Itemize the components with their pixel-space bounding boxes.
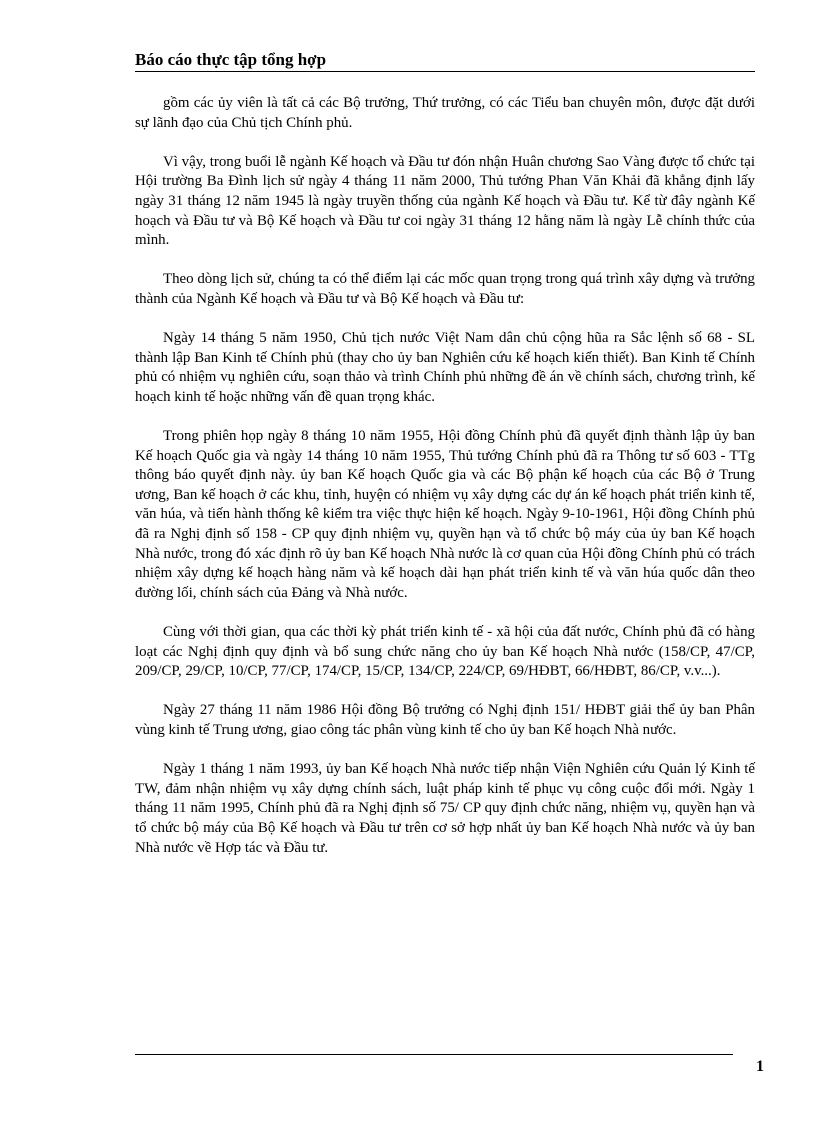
footer-divider <box>135 1054 733 1055</box>
page-number: 1 <box>756 1058 764 1075</box>
paragraph: Theo dòng lịch sử, chúng ta có thể điểm lại các mốc quan trọng trong quá trình xây dựng và trưởng thành của Ngành Kế hoạch và Đầu tư và Bộ Kế hoạch và Đầu tư: <box>135 271 755 307</box>
paragraph: gồm các ủy viên là tất cả các Bộ trưởng, Thứ trưởng, có các Tiểu ban chuyên môn, được đặt dưới sự lãnh đạo của Chủ tịch Chính phủ. <box>135 95 755 131</box>
paragraph: Ngày 1 tháng 1 năm 1993, ủy ban Kế hoạch Nhà nước tiếp nhận Viện Nghiên cứu Quản lý Kinh tế TW, đảm nhận nhiệm vụ xây dựng chính sách, luật pháp kinh tế phục vụ công cuộc đổi mới. Ngày 1 tháng 11 năm 1995, Chính phủ đã ra Nghị định số 75/ CP quy định chức năng, nhiệm vụ, quyền hạn và tổ chức bộ máy của Bộ Kế hoạch và Đầu tư trên cơ sở hợp nhất ủy ban Kế hoạch Nhà nước và ủy ban Nhà nước về Hợp tác và Đầu tư. <box>135 761 755 856</box>
paragraph: Trong phiên họp ngày 8 tháng 10 năm 1955, Hội đồng Chính phủ đã quyết định thành lập ủy ban Kế hoạch Quốc gia và ngày 14 tháng 10 năm 1955, Thủ tướng Chính phủ đã ra Thông tư số 603 - TTg thông báo quyết định này. ủy ban Kế hoạch Quốc gia và các Bộ phận kế hoạch của các Bộ ở Trung ương, Ban kế hoạch ở các khu, tỉnh, huyện có nhiệm vụ xây dựng các dự án kế hoạch phát triển kinh tế, văn húa, và tiến hành thống kê kiểm tra việc thực hiện kế hoạch. Ngày 9-10-1961, Hội đồng Chính phủ đã ra Nghị định số 158 - CP quy định nhiệm vụ, quyền hạn và tổ chức bộ máy của ủy ban Kế hoạch Nhà nước, trong đó xác định rõ ủy ban Kế hoạch Nhà nước là cơ quan của Hội đồng Chính phủ có trách nhiệm xây dựng kế hoạch hàng năm và kế hoạch dài hạn phát triển kinh tế và văn húa quốc dân theo đường lối, chính sách của Đảng và Nhà nước. <box>135 428 755 601</box>
paragraph: Ngày 27 tháng 11 năm 1986 Hội đồng Bộ trưởng có Nghị định 151/ HĐBT giải thể ủy ban Phân vùng kinh tế Trung ương, giao công tác phân vùng kinh tế cho ủy ban Kế hoạch Nhà nước. <box>135 702 755 738</box>
header-title: Báo cáo thực tập tổng hợp <box>135 50 327 69</box>
paragraph: Cùng với thời gian, qua các thời kỳ phát triển kinh tế - xã hội của đất nước, Chính phủ đã có hàng loạt các Nghị định quy định và bổ sung chức năng cho ủy ban Kế hoạch Nhà nước (158/CP, 47/CP, 209/CP, 29/CP, 10/CP, 77/CP, 174/CP, 15/CP, 134/CP, 224/CP, 69/HĐBT, 66/HĐBT, 86/CP, v.v...). <box>135 624 755 680</box>
paragraph: Ngày 14 tháng 5 năm 1950, Chủ tịch nước Việt Nam dân chủ cộng hũa ra Sắc lệnh số 68 - SL thành lập Ban Kinh tế Chính phủ (thay cho ủy ban Nghiên cứu kế hoạch kiến thiết). Ban Kinh tế Chính phủ có nhiệm vụ nghiên cứu, soạn thảo và trình Chính phủ những đề án về chính sách, chương trình, kế hoạch kinh tế hoặc những vấn đề quan trọng khác. <box>135 330 755 405</box>
page-header <box>135 50 755 72</box>
paragraph: Vì vậy, trong buổi lễ ngành Kế hoạch và Đầu tư đón nhận Huân chương Sao Vàng được tổ chức tại Hội trường Ba Đình lịch sử ngày 4 tháng 11 năm 2000, Thủ tướng Phan Văn Khải đã khẳng định lấy ngày 31 tháng 12 năm 1945 là ngày truyền thống của ngành Kế hoạch và Đầu tư. Kể từ đây ngành Kế hoạch và Đầu tư và Bộ Kế hoạch và Đầu tư coi ngày 31 tháng 12 hằng năm là ngày Lễ chính thức của mình. <box>135 153 755 249</box>
document-body <box>135 94 755 878</box>
